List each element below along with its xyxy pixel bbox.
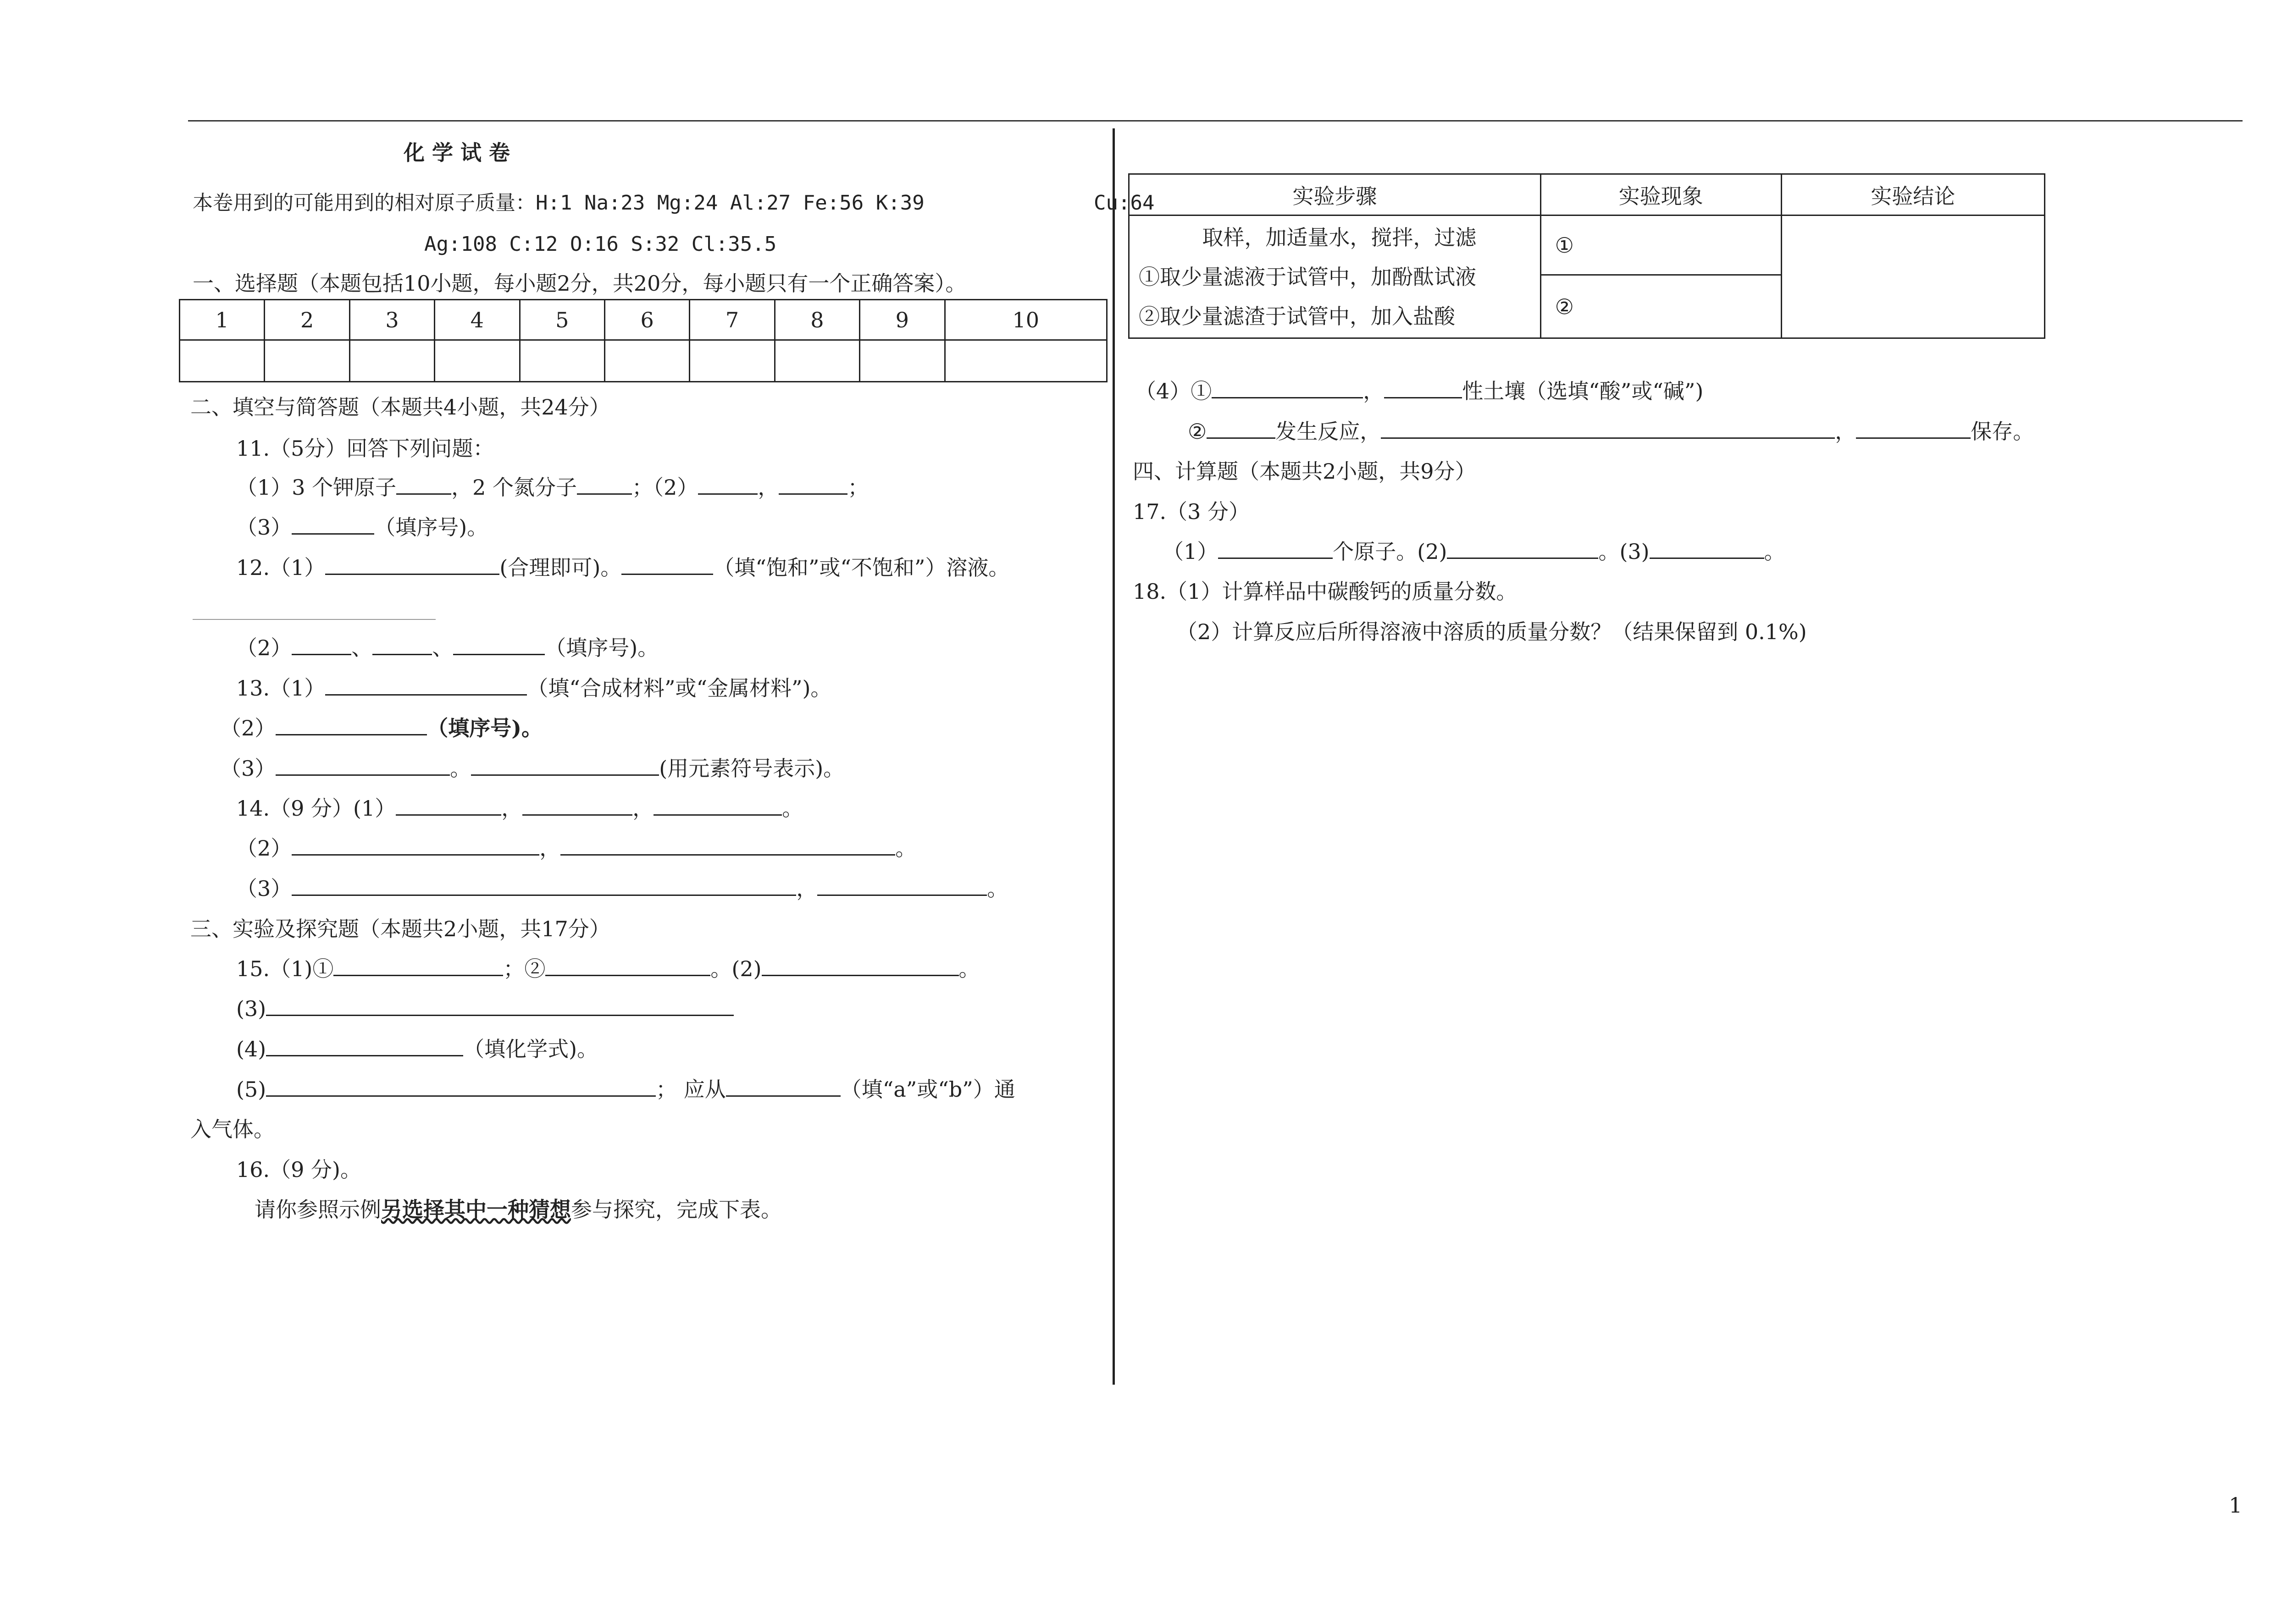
- q17-text-1: 个原子。(2): [1333, 539, 1447, 564]
- q12-sep-1: 、: [351, 635, 373, 660]
- q14-line2: [236, 835, 916, 861]
- answer-number: 8: [775, 300, 859, 340]
- q14-blank-2[interactable]: [522, 796, 632, 816]
- q13-blank-3[interactable]: [276, 756, 450, 776]
- q17-end: 。: [1764, 539, 1785, 564]
- q14-line1: [236, 795, 803, 821]
- q15-5-label: (5): [236, 1077, 266, 1102]
- q14-3-label: （3）: [236, 876, 292, 901]
- q14-blank-7[interactable]: [817, 876, 987, 896]
- q15-blank-5[interactable]: [266, 1037, 463, 1056]
- q14-sep-3: ，: [539, 836, 561, 861]
- q11-blank-4[interactable]: [779, 475, 847, 495]
- answer-number: 3: [349, 300, 434, 340]
- q11-label-e: ；: [847, 475, 869, 500]
- q16-desc-a: 请你参照示例: [255, 1197, 381, 1222]
- q13-label: 13.（1）: [236, 676, 326, 701]
- q15-line1: [236, 956, 980, 982]
- q14-label: 14.（9 分）(1）: [236, 796, 396, 821]
- exp-step-1: ①取少量滤液于试管中，加酚酞试液: [1139, 264, 1476, 289]
- column-divider: [1113, 128, 1115, 1385]
- q13-line2: [220, 715, 543, 741]
- q14-blank-4[interactable]: [292, 836, 539, 856]
- exp-steps-cell: [1129, 215, 1541, 338]
- q18-line2: （2）计算反应后所得溶液中溶质的质量分数？（结果保留到 0.1%): [1176, 619, 1807, 644]
- q11-3-label: （3）: [236, 515, 292, 540]
- exp-header-steps: 实验步骤: [1129, 174, 1541, 215]
- faint-rule: [193, 619, 436, 620]
- q15-blank-7[interactable]: [726, 1077, 841, 1097]
- q14-sep-4: ，: [796, 876, 818, 901]
- exp-step-0: 取样，加适量水，搅拌，过滤: [1202, 225, 1477, 250]
- q12-hint-2: （填“饱和”或“不饱和”）溶液。: [713, 555, 1010, 580]
- q14-blank-5[interactable]: [560, 836, 895, 856]
- answer-table: [179, 299, 1108, 382]
- section4-heading: 四、计算题（本题共2小题，共9分）: [1133, 459, 1476, 484]
- q4-hint-1: 性土壤（选填“酸”或“碱”): [1462, 379, 1704, 403]
- answer-cell[interactable]: [435, 340, 520, 382]
- q14-sep-2: ，: [632, 796, 654, 821]
- answer-number: 7: [690, 300, 775, 340]
- q14-blank-3[interactable]: [654, 796, 782, 816]
- q4-2-label: ②: [1188, 419, 1207, 444]
- answer-cell[interactable]: [265, 340, 349, 382]
- q14-2-label: （2）: [236, 836, 292, 861]
- q13-blank-4[interactable]: [471, 756, 659, 776]
- q13-blank-2[interactable]: [276, 716, 427, 735]
- q13-2-label: （2）: [220, 716, 276, 740]
- q17-title: 17.（3 分）: [1133, 499, 1250, 524]
- q12-sep-2: 、: [432, 635, 454, 660]
- q12-line1: [236, 555, 1009, 580]
- answer-number: 6: [604, 300, 689, 340]
- q4-sep-2: ，: [1835, 419, 1856, 444]
- q11-3-hint: （填序号)。: [374, 515, 488, 540]
- q4-blank-2[interactable]: [1384, 379, 1462, 398]
- atomic-masses-line2: Ag:108 C:12 O:16 S:32 Cl:35.5: [424, 232, 777, 256]
- q4-2-text: 发生反应，: [1275, 419, 1381, 444]
- q12-blank-1[interactable]: [325, 555, 499, 575]
- q13-line3: [220, 756, 844, 781]
- q15-blank-3[interactable]: [762, 956, 959, 976]
- section1-heading: 一、选择题（本题包括10小题，每小题2分，共20分，每小题只有一个正确答案）。: [193, 271, 967, 296]
- answer-cell[interactable]: [945, 340, 1107, 382]
- q15-blank-1[interactable]: [333, 956, 503, 976]
- q12-hint-1: (合理即可)。: [499, 555, 622, 580]
- q11-blank-2[interactable]: [577, 475, 632, 495]
- q4-sep-1: ，: [1363, 379, 1385, 403]
- q17-line1: [1163, 539, 1785, 564]
- q13-3-hint: (用元素符号表示)。: [659, 756, 845, 781]
- top-rule: [188, 120, 2243, 122]
- page-number: 1: [2229, 1493, 2243, 1518]
- answer-cell[interactable]: [690, 340, 775, 382]
- q15-end-1: 。: [958, 956, 980, 981]
- q12-line2: [236, 635, 659, 661]
- answer-cell[interactable]: [775, 340, 859, 382]
- section2-heading: 二、填空与简答题（本题共4小题，共24分）: [190, 395, 610, 420]
- q16-desc-c: 参与探究，完成下表。: [571, 1197, 782, 1222]
- q15-blank-6[interactable]: [266, 1077, 656, 1097]
- q13-blank-1[interactable]: [325, 676, 527, 696]
- atomic-mass-cu: Cu:64: [1094, 191, 1155, 215]
- q11-label-d: ，: [758, 475, 779, 500]
- q4-label: （4）①: [1135, 379, 1212, 403]
- exp-observation-2[interactable]: ②: [1540, 275, 1781, 338]
- q4-line2: [1188, 419, 2034, 444]
- q15-blank-4[interactable]: [266, 996, 734, 1016]
- q15-5-text: ； 应从: [656, 1077, 726, 1102]
- q16-desc-emphasis: 另选择其中一种猜想: [381, 1197, 571, 1222]
- q15-sep-2: 。(2): [710, 956, 762, 981]
- q18-line1: 18.（1）计算样品中碳酸钙的质量分数。: [1133, 579, 1518, 604]
- exp-header-observation: 实验现象: [1540, 174, 1781, 215]
- q15-line5: 入气体。: [190, 1117, 275, 1142]
- q4-line1: [1135, 378, 1703, 404]
- q15-4-label: (4): [236, 1037, 266, 1061]
- q17-text-2: 。(3): [1598, 539, 1650, 564]
- q15-sep-1: ；②: [503, 956, 546, 981]
- atomic-masses-line1: 本卷用到的可能用到的相对原子质量：H:1 Na:23 Mg:24 Al:27 Fe:56 K:39: [193, 191, 925, 215]
- section3-heading: 三、实验及探究题（本题共2小题，共17分）: [190, 917, 610, 941]
- answer-cell[interactable]: [349, 340, 434, 382]
- q14-end-3: 。: [987, 876, 1008, 901]
- q12-2-hint: （填序号)。: [545, 635, 659, 660]
- answer-number: 1: [180, 300, 265, 340]
- q11-label-b: ，2 个氮分子: [451, 475, 577, 500]
- q14-end-1: 。: [782, 796, 803, 821]
- q13-hint-1: （填“合成材料”或“金属材料”)。: [527, 676, 832, 701]
- exp-step-2: ②取少量滤渣于试管中，加入盐酸: [1139, 304, 1455, 329]
- q15-label: 15.（1)①: [236, 956, 334, 981]
- q17-blank-1[interactable]: [1218, 539, 1333, 559]
- answer-cell[interactable]: [860, 340, 945, 382]
- q16-title: 16.（9 分)。: [236, 1157, 361, 1182]
- q15-line2: [236, 996, 734, 1022]
- q12-blank-5[interactable]: [453, 635, 545, 655]
- q11-label-c: ；（2）: [632, 475, 698, 500]
- q13-3-sep: 。: [450, 756, 471, 781]
- exp-observation-1[interactable]: ①: [1540, 215, 1781, 275]
- q17-blank-3[interactable]: [1650, 539, 1764, 559]
- q12-blank-3[interactable]: [292, 635, 351, 655]
- q12-blank-4[interactable]: [372, 635, 432, 655]
- answer-cell[interactable]: [180, 340, 265, 382]
- q17-blank-2[interactable]: [1447, 539, 1598, 559]
- q14-blank-6[interactable]: [292, 876, 796, 896]
- q4-blank-3[interactable]: [1207, 419, 1275, 439]
- q16-description: [255, 1197, 782, 1222]
- q11-title: 11.（5分）回答下列问题：: [236, 436, 494, 461]
- q12-label: 12.（1）: [236, 555, 326, 580]
- answer-cell[interactable]: [604, 340, 689, 382]
- exp-conclusion-cell[interactable]: [1781, 215, 2044, 338]
- q13-3-label: （3）: [220, 756, 276, 781]
- q11-line2: [236, 514, 488, 540]
- q11-blank-5[interactable]: [292, 515, 374, 535]
- q13-line1: [236, 675, 831, 701]
- q4-blank-1[interactable]: [1212, 379, 1363, 398]
- q15-4-hint: （填化学式)。: [463, 1037, 598, 1061]
- q15-5-hint: （填“a”或“b”）通: [840, 1077, 1015, 1102]
- exp-header-conclusion: 实验结论: [1781, 174, 2044, 215]
- q17-label: （1）: [1163, 539, 1219, 564]
- q15-blank-2[interactable]: [545, 956, 710, 976]
- q15-line3: [236, 1036, 598, 1062]
- q14-sep-1: ，: [501, 796, 523, 821]
- q14-blank-1[interactable]: [396, 796, 501, 816]
- q11-line1: [236, 475, 869, 500]
- q14-end-2: 。: [895, 836, 917, 861]
- q4-blank-4[interactable]: [1381, 419, 1835, 439]
- page-title: 化 学 试 卷: [404, 140, 510, 165]
- q11-blank-1[interactable]: [396, 475, 451, 495]
- answer-number: 5: [520, 300, 604, 340]
- q11-blank-3[interactable]: [698, 475, 758, 495]
- q4-2-end: 保存。: [1971, 419, 2034, 444]
- q15-line4: [236, 1077, 1015, 1102]
- answer-number: 9: [860, 300, 945, 340]
- answer-number: 10: [945, 300, 1107, 340]
- answer-number: 2: [265, 300, 349, 340]
- q15-3-label: (3): [236, 996, 266, 1021]
- q13-2-hint: （填序号)。: [427, 716, 543, 740]
- q11-label-a: （1）3 个钾原子: [236, 475, 397, 500]
- q14-line3: [236, 876, 1008, 901]
- q4-blank-5[interactable]: [1856, 419, 1971, 439]
- q12-2-label: （2）: [236, 635, 292, 660]
- answer-number: 4: [435, 300, 520, 340]
- q12-blank-2[interactable]: [621, 555, 713, 575]
- answer-cell[interactable]: [520, 340, 604, 382]
- experiment-table: [1128, 173, 2045, 339]
